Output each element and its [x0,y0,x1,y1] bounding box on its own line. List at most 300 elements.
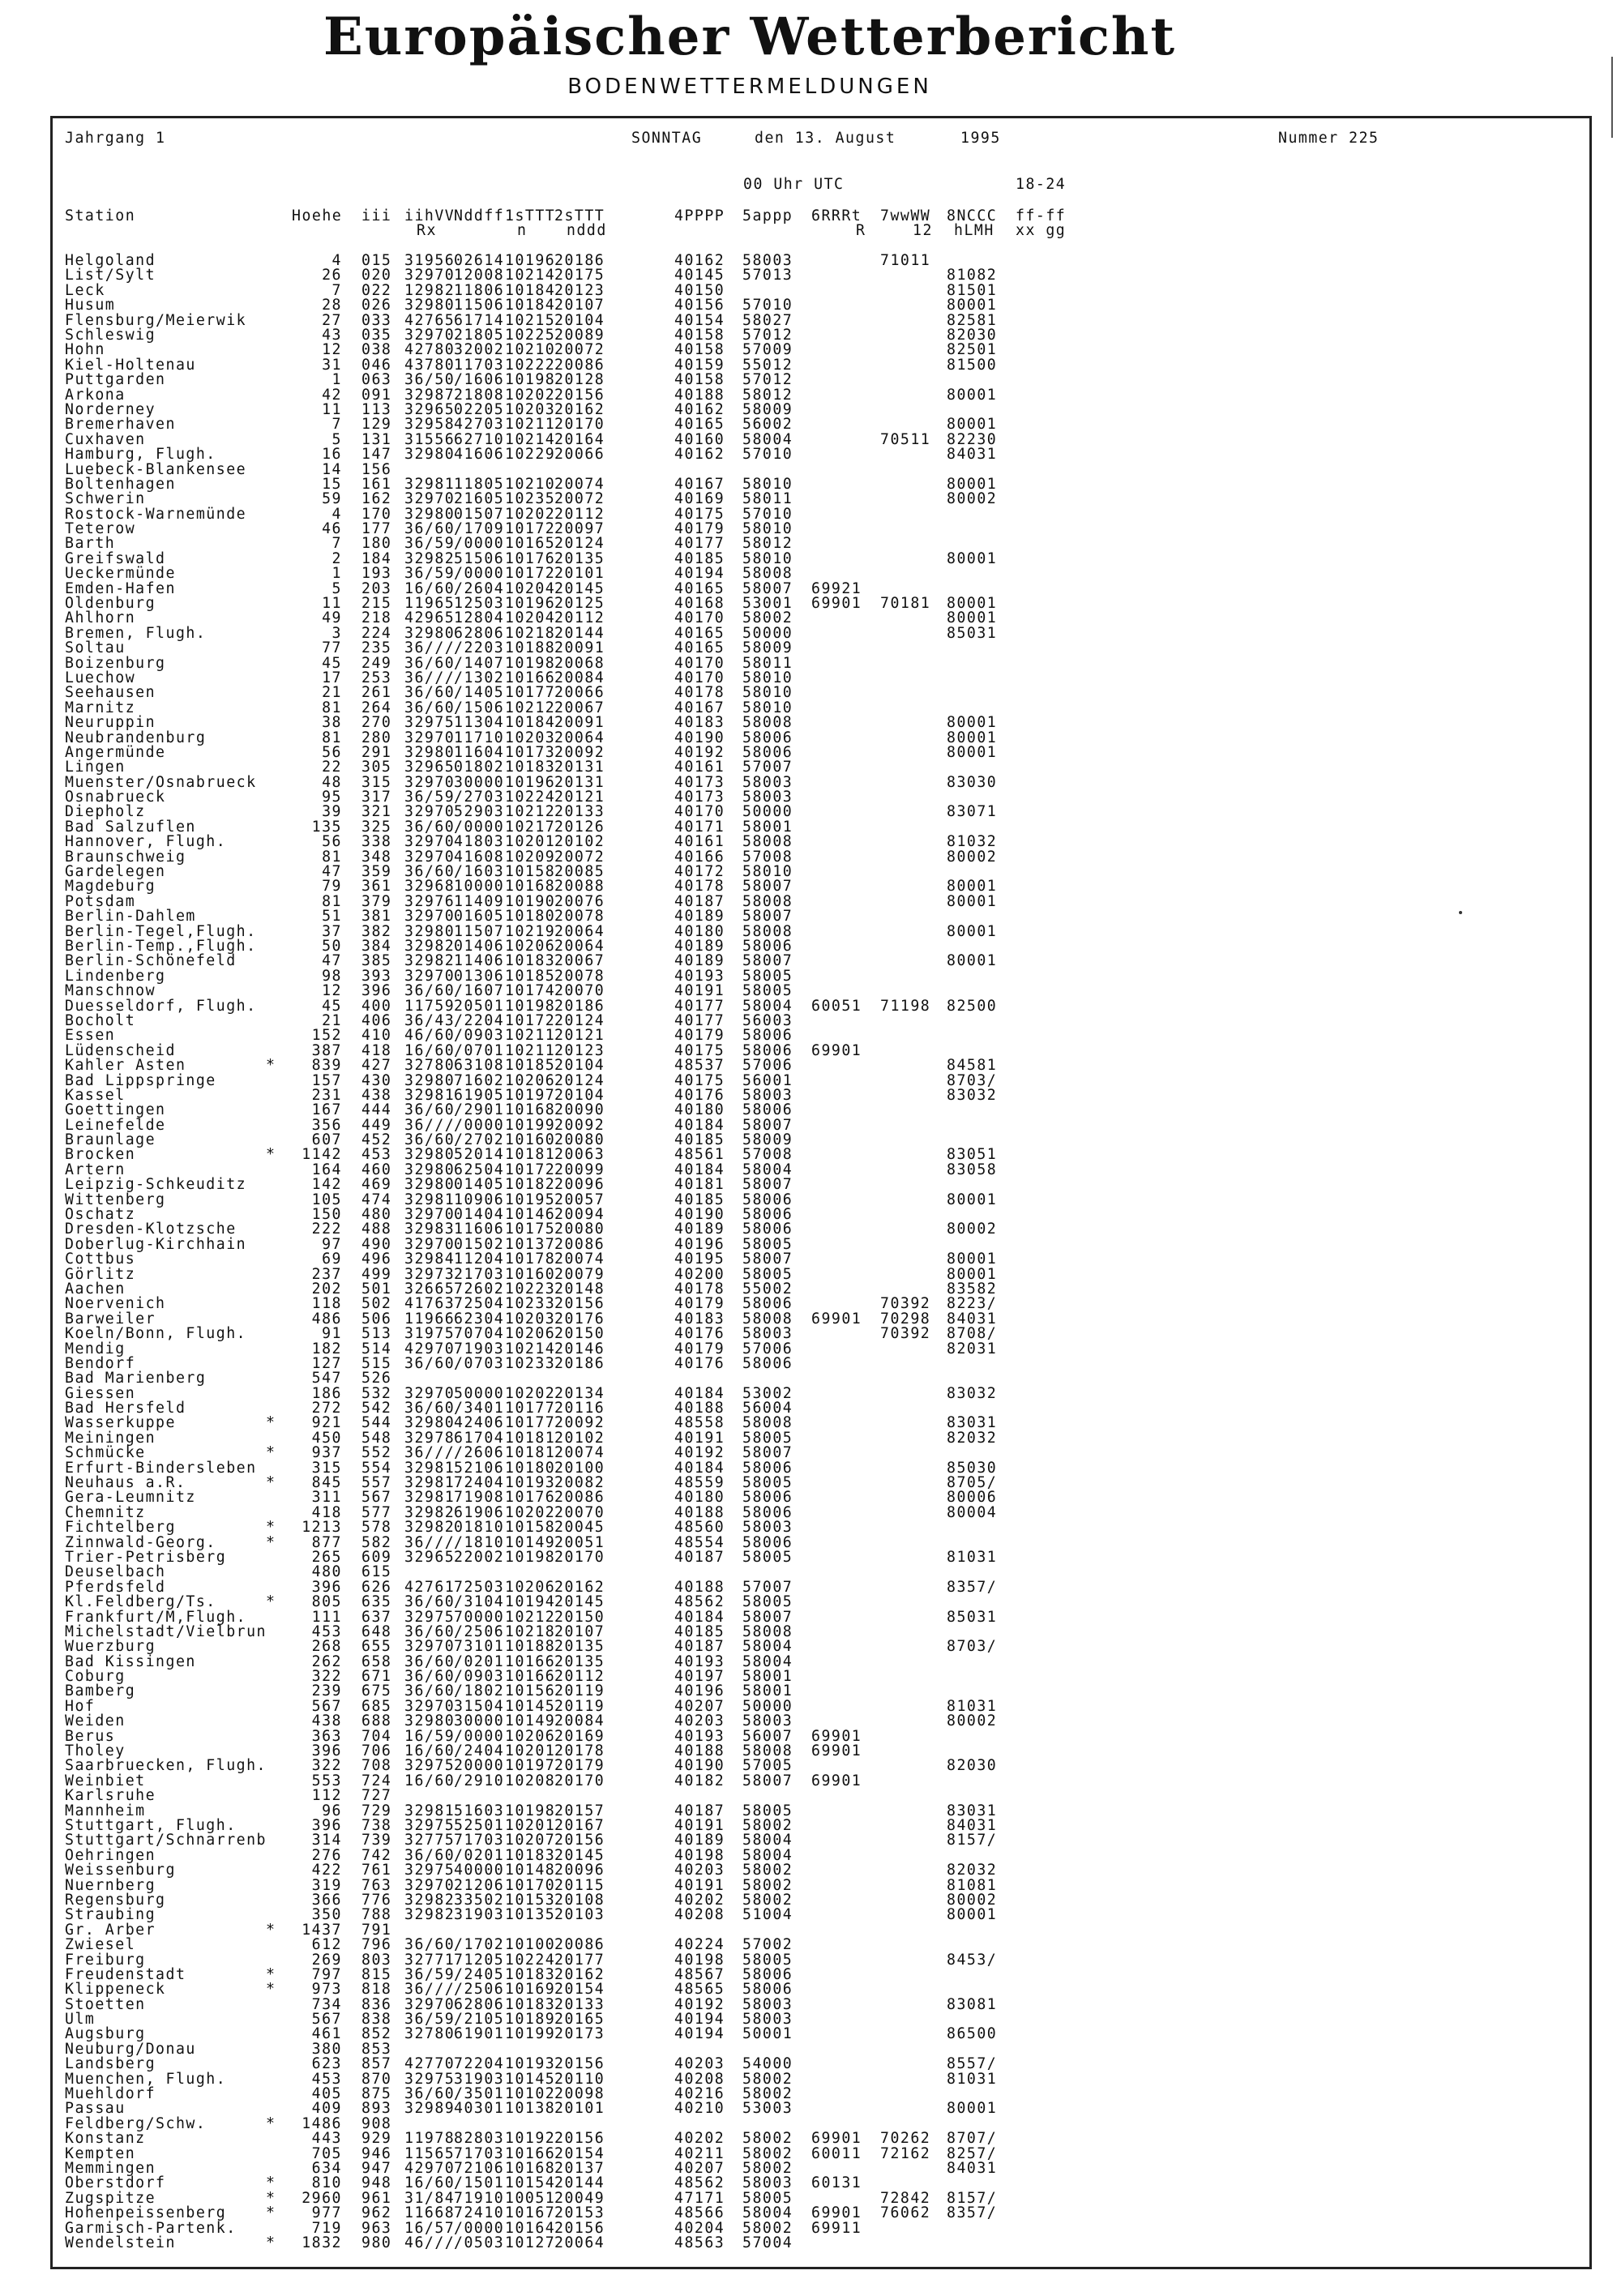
cell-t1: 10145 [505,2070,556,2088]
cell-t2: 20045 [554,1519,605,1537]
cell-n: 83031 [947,1414,998,1432]
cell-hoehe: 839 [311,1057,342,1075]
cell-name: Arkona [65,386,126,404]
cell-t2: 20170 [554,1772,605,1789]
cell-t2: 20162 [554,1578,605,1596]
cell-t2: 20125 [554,595,605,612]
cell-name: Passau [65,2100,126,2118]
cell-hoehe: 1 [331,565,342,583]
cell-t1: 10175 [505,1221,556,1238]
cell-n: 80001 [947,1906,998,1924]
cell-n: 82581 [947,311,998,329]
cell-p: 48562 [674,1593,725,1611]
cell-p: 48537 [674,1057,725,1075]
cell-a: 58001 [742,1668,793,1686]
cell-a: 58006 [742,743,793,761]
cell-hoehe: 396 [311,1742,342,1759]
cell-n: 83071 [947,803,998,821]
cell-p: 40188 [674,1742,725,1759]
cell-hv: 36/43 [404,1011,456,1029]
cell-t1: 10225 [505,326,556,344]
cell-iii: 385 [361,952,392,970]
cell-iii: 685 [361,1697,392,1715]
cell-p: 40193 [674,1727,725,1745]
cell-name: Bad Lippspringe [65,1071,216,1089]
cell-name: Stuttgart/Schnarrenb [65,1832,267,1849]
cell-t1: 10211 [505,416,556,434]
cell-n: 81500 [947,356,998,374]
cell-iii: 410 [361,1027,392,1045]
cell-iii: 501 [361,1280,392,1298]
cell-p: 40172 [674,863,725,880]
cell-hoehe: 135 [311,818,342,836]
cell-n: 8557/ [947,2055,998,2073]
cell-t1: 10177 [505,1414,556,1432]
cell-iii: 490 [361,1235,392,1253]
cell-t2: 20094 [554,1206,605,1223]
cell-nd: 20000 [454,1757,505,1775]
cell-hv: 32981 [404,1459,456,1477]
cell-n: 80001 [947,595,998,612]
cell-nd: 61905 [454,1086,505,1104]
cell-name: Bocholt [65,1011,136,1029]
cell-iii: 033 [361,311,392,329]
cell-a: 58006 [742,1027,793,1045]
cell-t1: 10196 [505,252,556,269]
cell-t1: 10190 [505,892,556,910]
cell-iii: 688 [361,1712,392,1730]
cell-p: 40161 [674,759,725,776]
cell-a: 58003 [742,1519,793,1537]
cell-a: 57007 [742,759,793,776]
cell-hoehe: 438 [311,1712,342,1730]
cell-hoehe: 567 [311,2011,342,2028]
cell-name: Stuttgart, Flugh. [65,1816,237,1834]
cell-t1: 10102 [505,2085,556,2102]
cell-name: Lingen [65,759,126,776]
cell-nd: /1702 [454,1936,505,1954]
cell-hoehe: 91 [322,1325,342,1343]
cell-hoehe: 38 [322,714,342,732]
cell-iii: 400 [361,997,392,1015]
cell-iii: 379 [361,892,392,910]
cell-p: 40204 [674,2219,725,2237]
cell-t1: 10206 [505,1578,556,1596]
cell-name: Berlin-Tegel,Flugh. [65,922,257,940]
cell-hoehe: 56 [322,743,342,761]
cell-t2: 20123 [554,1041,605,1059]
cell-nd: 22002 [454,1548,505,1566]
cell-n: 80002 [947,848,998,866]
cell-p: 40190 [674,1757,725,1775]
cell-mark: * [266,1965,276,1983]
cell-hv: 32980 [404,505,456,523]
cell-p: 40175 [674,1041,725,1059]
cell-mark: * [266,2114,276,2132]
cell-n: 83032 [947,1086,998,1104]
cell-a: 58005 [742,967,793,985]
cell-t1: 10235 [505,490,556,508]
cell-iii: 796 [361,1936,392,1954]
cell-nd: 11406 [454,952,505,970]
cell-hv: 32771 [404,1951,456,1969]
cell-a: 58006 [742,1965,793,1983]
cell-nd: /0000 [454,535,505,553]
cell-nd: 51506 [454,549,505,567]
cell-p: 48565 [674,1981,725,1999]
cell-nd: 62806 [454,1995,505,2013]
cell-a: 53001 [742,595,793,612]
cell-t2: 20086 [554,1489,605,1507]
cell-p: 40193 [674,1653,725,1670]
cell-nd: 40301 [454,2100,505,2118]
cell-name: Husum [65,297,116,314]
cell-hoehe: 623 [311,2055,342,2073]
cell-t1: 10198 [505,654,556,672]
cell-t2: 20156 [554,2055,605,2073]
cell-t2: 20112 [554,505,605,523]
cell-hoehe: 237 [311,1265,342,1283]
cell-name: Barweiler [65,1310,156,1328]
cell-hoehe: 1 [331,371,342,389]
cell-hv: 32982 [404,549,456,567]
cell-hv: 36/60 [404,982,456,1000]
cell-n: 80002 [947,490,998,508]
cell-hoehe: 15 [322,475,342,493]
cell-a: 53003 [742,2100,793,2118]
cell-hv: 11759 [404,997,456,1015]
cell-hv: 32975 [404,1862,456,1879]
cell-iii: 348 [361,848,392,866]
cell-t1: 10193 [505,2055,556,2073]
cell-name: Kempten [65,2144,136,2162]
cell-p: 40184 [674,1161,725,1178]
cell-hv: 36/60 [404,1131,456,1148]
cell-t2: 20088 [554,878,605,896]
cell-p: 40179 [674,520,725,537]
cell-a: 58009 [742,400,793,418]
cell-n: 80001 [947,416,998,434]
cell-t1: 10206 [505,937,556,955]
cell-hoehe: 5 [331,430,342,448]
cell-iii: 382 [361,922,392,940]
cell-p: 48563 [674,2234,725,2251]
cell-iii: 020 [361,267,392,284]
cell-hv: 32987 [404,386,456,404]
cell-a: 55002 [742,1280,793,1298]
cell-a: 57013 [742,267,793,284]
cell-n: 83030 [947,773,998,791]
cell-n: 80001 [947,1191,998,1208]
cell-a: 58012 [742,386,793,404]
cell-t1: 10164 [505,2219,556,2237]
cell-hoehe: 265 [311,1548,342,1566]
col-station: Station [65,207,136,224]
cell-t2: 20079 [554,1265,605,1283]
cell-name: Garmisch-Partenk. [65,2219,237,2237]
cell-hv: 32970 [404,1206,456,1223]
cell-a: 58003 [742,252,793,269]
cell-nd: 73101 [454,1638,505,1656]
cell-nd: 50000 [454,1384,505,1402]
cell-p: 47171 [674,2189,725,2207]
cell-name: Leipzig-Schkeuditz [65,1176,247,1194]
cell-a: 56001 [742,1071,793,1089]
cell-a: 58002 [742,2085,793,2102]
cell-n: 80001 [947,892,998,910]
weekday: SONNTAG [631,130,703,147]
cell-t1: 10168 [505,2159,556,2177]
cell-n: 84031 [947,446,998,464]
cell-name: Karlsruhe [65,1787,156,1805]
cell-hoehe: 11 [322,400,342,418]
cell-p: 40180 [674,1101,725,1119]
cell-n: 80001 [947,952,998,970]
cell-t1: 10214 [505,1340,556,1358]
cell-nd: /2506 [454,1981,505,1999]
cell-name: Boltenhagen [65,475,176,493]
cell-name: Muenster/Osnabrueck [65,773,257,791]
cell-iii: 893 [361,2100,392,2118]
cell-nd: 71910 [454,2189,505,2207]
cell-p: 40192 [674,1444,725,1462]
cell-t1: 10177 [505,684,556,702]
cell-p: 40180 [674,922,725,940]
cell-hoehe: 182 [311,1340,342,1358]
cell-n: 80001 [947,878,998,896]
cell-hoehe: 69 [322,1251,342,1268]
cell-nd: 01605 [454,908,505,926]
cell-hoehe: 12 [322,341,342,359]
cell-mark: * [266,2204,276,2222]
cell-a: 58002 [742,1862,793,1879]
cell-nd: 21808 [454,386,505,404]
cell-t1: 10127 [505,2234,556,2251]
cell-iii: 763 [361,1876,392,1894]
cell-iii: 637 [361,1608,392,1626]
cell-hoehe: 95 [322,789,342,806]
cell-a: 58002 [742,1891,793,1909]
cell-n: 83058 [947,1161,998,1178]
cell-nd: 30000 [454,773,505,791]
cell-t2: 20066 [554,446,605,464]
cell-hoehe: 239 [311,1682,342,1700]
cell-iii: 706 [361,1742,392,1759]
cell-name: Ahlhorn [65,609,136,627]
cell-n: 8357/ [947,2204,998,2222]
cell-nd: /1506 [454,699,505,716]
cell-r: 69901 [811,2130,862,2148]
cell-name: Fichtelberg [65,1519,176,1537]
cell-a: 58003 [742,1712,793,1730]
cell-hv: 32980 [404,1176,456,1194]
cell-nd: 02205 [454,400,505,418]
cell-a: 58006 [742,1041,793,1059]
cell-n: 81082 [947,267,998,284]
cell-iii: 361 [361,878,392,896]
cell-hv: 36/60 [404,654,456,672]
cell-t1: 10199 [505,2025,556,2043]
cell-t1: 10183 [505,1965,556,1983]
cell-t2: 20131 [554,759,605,776]
cell-hoehe: 111 [311,1608,342,1626]
cell-iii: 156 [361,460,392,478]
cell-iii: 162 [361,490,392,508]
cell-hv: 36/// [404,1981,456,1999]
cell-t1: 10214 [505,430,556,448]
cell-nd: /1501 [454,2174,505,2192]
cell-a: 58003 [742,789,793,806]
cell-t1: 10185 [505,967,556,985]
cell-nd: 42703 [454,416,505,434]
cell-nd: /0000 [454,2219,505,2237]
cell-p: 40211 [674,2144,725,2162]
cell-t2: 20072 [554,490,605,508]
cell-nd: /0000 [454,1116,505,1134]
cell-name: Soltau [65,639,126,657]
cell-hv: 32970 [404,1638,456,1656]
cell-nd: 21703 [454,1265,505,1283]
cell-a: 58002 [742,2130,793,2148]
cell-t2: 20089 [554,326,605,344]
cell-nd: 61704 [454,1429,505,1447]
cell-name: Osnabrueck [65,789,166,806]
cell-hv: 32980 [404,297,456,314]
col-ff: ff-ff [1016,207,1067,224]
cell-t1: 10189 [505,2011,556,2028]
cell-hv: 42761 [404,1578,456,1596]
cell-hoehe: 81 [322,699,342,716]
cell-p: 48560 [674,1519,725,1537]
cell-name: Schmücke [65,1444,146,1462]
cell-t2: 20153 [554,2204,605,2222]
cell-hv: 12982 [404,281,456,299]
cell-t2: 20082 [554,1474,605,1491]
scan-edge-mark [1611,57,1613,138]
cell-hoehe: 12 [322,982,342,1000]
cell-a: 58007 [742,579,793,597]
cell-nd: 11805 [454,475,505,493]
cell-hoehe: 937 [311,1444,342,1462]
cell-iii: 193 [361,565,392,583]
cell-t1: 10194 [505,1593,556,1611]
cell-iii: 578 [361,1519,392,1537]
cell-p: 40188 [674,1578,725,1596]
cell-name: Hamburg, Flugh. [65,446,216,464]
cell-name: Leck [65,281,105,299]
cell-name: List/Sylt [65,267,156,284]
cell-n: 80001 [947,1265,998,1283]
cell-hoehe: 396 [311,1578,342,1596]
cell-iii: 291 [361,743,392,761]
cell-hv: 46/// [404,2234,456,2251]
cell-a: 58006 [742,729,793,746]
cell-t2: 20108 [554,1891,605,1909]
cell-name: Muehldorf [65,2085,156,2102]
cell-t1: 10181 [505,1444,556,1462]
cell-iii: 063 [361,371,392,389]
cell-t2: 20092 [554,1414,605,1432]
cell-iii: 626 [361,1578,392,1596]
cell-t1: 10224 [505,789,556,806]
cell-name: Flensburg/Meierwik [65,311,247,329]
cell-iii: 474 [361,1191,392,1208]
cell-iii: 648 [361,1623,392,1640]
cell-iii: 015 [361,252,392,269]
cell-iii: 742 [361,1846,392,1864]
cell-a: 57012 [742,371,793,389]
cell-t2: 20064 [554,729,605,746]
cell-t1: 10203 [505,400,556,418]
cell-iii: 381 [361,908,392,926]
cell-hoehe: 51 [322,908,342,926]
cell-t2: 20178 [554,1742,605,1759]
cell-n: 82030 [947,1757,998,1775]
cell-a: 58003 [742,2174,793,2192]
report-date: den 13. August [755,130,896,147]
cell-n: 80001 [947,386,998,404]
cell-t2: 20064 [554,2234,605,2251]
cell-nd: /1603 [454,863,505,880]
col-hoehe: Hoehe [292,207,343,224]
cell-a: 53002 [742,1384,793,1402]
cell-n: 80002 [947,1891,998,1909]
cell-t1: 10148 [505,1862,556,1879]
cell-name: Luebeck-Blankensee [65,460,247,478]
cell-nd: 71602 [454,1071,505,1089]
cell-t1: 10193 [505,1474,556,1491]
cell-nd: 61901 [454,2025,505,2043]
cell-hv: 36/60 [404,1653,456,1670]
cell-iii: 857 [361,2055,392,2073]
cell-iii: 791 [361,1921,392,1939]
cell-p: 40175 [674,1071,725,1089]
cell-a: 58009 [742,1131,793,1148]
cell-w: 76062 [880,2204,931,2222]
cell-t1: 10172 [505,1161,556,1178]
cell-n: 81031 [947,2070,998,2088]
cell-n: 80001 [947,729,998,746]
cell-nd: /2404 [454,1742,505,1759]
col-4pppp: 4PPPP [674,207,725,224]
cell-name: Boizenburg [65,654,166,672]
cell-t2: 20124 [554,1011,605,1029]
cell-p: 40189 [674,908,725,926]
cell-hv: 32970 [404,1876,456,1894]
cell-t2: 20123 [554,281,605,299]
cell-t2: 20179 [554,1757,605,1775]
cell-mark: * [266,1519,276,1537]
cell-p: 40145 [674,267,725,284]
cell-a: 58012 [742,535,793,553]
cell-w: 71011 [880,252,931,269]
cell-hoehe: 2 [331,549,342,567]
cell-hv: 36/// [404,1116,456,1134]
cell-a: 58002 [742,2159,793,2177]
cell-iii: 384 [361,937,392,955]
cell-iii: 739 [361,1832,392,1849]
cell-r: 69911 [811,2219,862,2237]
cell-t2: 20080 [554,1221,605,1238]
cell-iii: 506 [361,1310,392,1328]
cell-iii: 444 [361,1101,392,1119]
cell-nd: /2204 [454,1011,505,1029]
cell-hv: 36/// [404,1444,456,1462]
cell-iii: 908 [361,2114,392,2132]
cell-iii: 875 [361,2085,392,2102]
cell-a: 58007 [742,1444,793,1462]
cell-t2: 20107 [554,297,605,314]
